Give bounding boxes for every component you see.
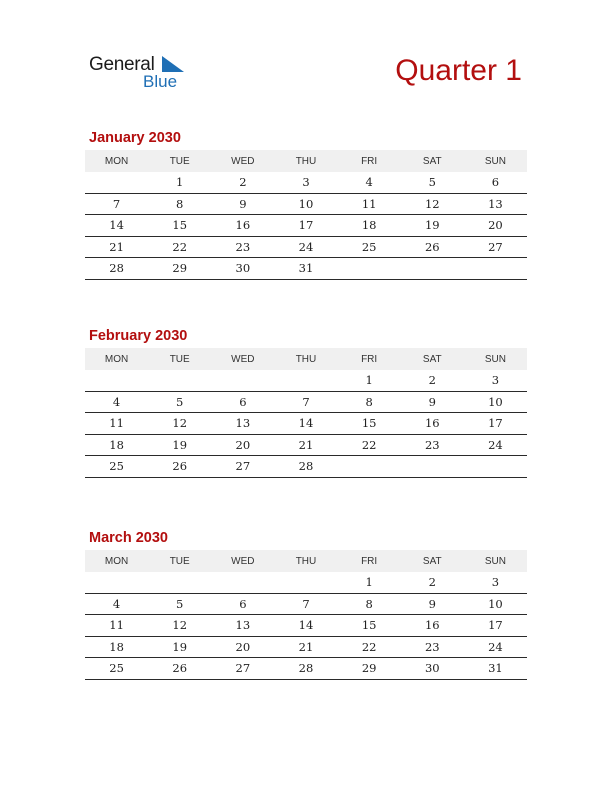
day-cell: 25	[109, 459, 124, 474]
day-cell: 27	[235, 661, 251, 676]
weekday-header	[85, 348, 527, 370]
weekday-header	[85, 550, 527, 572]
day-cell: 17	[488, 416, 503, 431]
day-cell: 1	[365, 575, 373, 590]
day-cell: 21	[298, 639, 314, 654]
day-cell: 13	[235, 618, 251, 633]
day-cell: 20	[235, 639, 251, 654]
day-cell: 19	[424, 218, 440, 233]
day-cell: 9	[428, 394, 436, 409]
day-cell: 3	[491, 575, 500, 590]
day-cell: 29	[361, 661, 377, 676]
week-row	[85, 435, 527, 457]
day-cell: 20	[235, 437, 251, 452]
day-cell: 25	[109, 661, 124, 676]
day-cell: 6	[239, 394, 247, 409]
day-cell: 26	[424, 239, 440, 254]
day-cell: 26	[172, 661, 188, 676]
day-cell: 28	[298, 459, 314, 474]
day-cell: 11	[109, 618, 124, 633]
day-cell: 30	[424, 661, 440, 676]
week-row	[85, 615, 527, 637]
week-row	[85, 413, 527, 435]
day-cell: 2	[239, 175, 247, 190]
weekday-label: WED	[231, 353, 255, 365]
day-cell: 23	[424, 639, 440, 654]
week-row	[85, 194, 527, 216]
day-cell: 27	[235, 459, 251, 474]
day-cell: 22	[361, 639, 377, 654]
day-cell: 23	[235, 239, 251, 254]
month-title: February 2030	[89, 328, 188, 344]
day-cell: 12	[172, 416, 188, 431]
day-cell: 27	[488, 239, 503, 254]
day-cell: 24	[488, 437, 503, 452]
month-calendar	[85, 530, 527, 680]
weekday-label: WED	[231, 155, 255, 167]
weekday-label: MON	[104, 555, 129, 567]
month-calendar	[85, 130, 527, 280]
week-row	[85, 258, 527, 280]
weekday-header	[85, 150, 527, 172]
day-cell: 10	[488, 596, 503, 611]
day-cell: 25	[361, 239, 377, 254]
day-cell: 14	[298, 618, 314, 633]
week-row	[85, 215, 527, 237]
day-cell: 1	[365, 373, 373, 388]
day-cell: 15	[361, 618, 377, 633]
day-cell: 10	[488, 394, 503, 409]
day-cell: 28	[298, 661, 314, 676]
day-cell: 12	[172, 618, 188, 633]
logo	[89, 52, 199, 94]
day-cell: 13	[488, 196, 503, 211]
day-cell: 22	[361, 437, 377, 452]
weekday-label: WED	[231, 555, 255, 567]
weekday-label: MON	[104, 353, 129, 365]
day-cell: 16	[235, 218, 251, 233]
week-row	[85, 392, 527, 414]
day-cell: 1	[176, 175, 184, 190]
day-cell: 16	[424, 416, 440, 431]
weekday-label: SAT	[422, 155, 442, 167]
day-cell: 5	[428, 175, 436, 190]
weekday-label: SUN	[484, 353, 506, 365]
day-cell: 8	[365, 394, 373, 409]
day-cell: 17	[298, 218, 314, 233]
day-cell: 30	[235, 261, 251, 276]
week-row	[85, 370, 527, 392]
day-cell: 31	[488, 661, 503, 676]
weekday-label: SUN	[484, 555, 506, 567]
weekday-label: THU	[295, 555, 317, 567]
day-cell: 9	[239, 196, 247, 211]
day-cell: 3	[302, 175, 310, 190]
weekday-label: SAT	[422, 555, 442, 567]
day-cell: 21	[298, 437, 314, 452]
day-cell: 19	[172, 639, 188, 654]
day-cell: 7	[302, 596, 310, 611]
day-cell: 14	[298, 416, 314, 431]
month-title: January 2030	[89, 130, 181, 146]
weekday-label: THU	[295, 155, 317, 167]
day-cell: 14	[109, 218, 124, 233]
week-row	[85, 237, 527, 259]
day-cell: 4	[112, 596, 121, 611]
day-cell: 3	[491, 373, 500, 388]
page-title: Quarter 1	[395, 54, 522, 87]
weekday-label: FRI	[361, 555, 378, 567]
weekday-label: FRI	[361, 353, 378, 365]
day-cell: 18	[109, 639, 124, 654]
month-calendar	[85, 328, 527, 478]
month-title: March 2030	[89, 530, 168, 546]
day-cell: 28	[109, 261, 124, 276]
logo-text-blue: Blue	[143, 72, 178, 91]
day-cell: 18	[109, 437, 124, 452]
day-cell: 7	[302, 394, 310, 409]
day-cell: 21	[109, 239, 124, 254]
logo-text-general: General	[89, 54, 155, 75]
week-row	[85, 172, 527, 194]
day-cell: 24	[488, 639, 503, 654]
day-cell: 16	[424, 618, 440, 633]
day-cell: 6	[491, 175, 500, 190]
day-cell: 12	[424, 196, 440, 211]
week-row	[85, 572, 527, 594]
day-cell: 29	[172, 261, 188, 276]
weekday-label: THU	[295, 353, 317, 365]
day-cell: 9	[428, 596, 436, 611]
weekday-label: TUE	[169, 353, 190, 365]
day-cell: 19	[172, 437, 188, 452]
day-cell: 24	[298, 239, 314, 254]
day-cell: 5	[176, 394, 184, 409]
day-cell: 15	[361, 416, 377, 431]
day-cell: 13	[235, 416, 251, 431]
day-cell: 22	[172, 239, 188, 254]
day-cell: 26	[172, 459, 188, 474]
weekday-label: FRI	[361, 155, 378, 167]
week-row	[85, 658, 527, 680]
week-row	[85, 594, 527, 616]
day-cell: 2	[428, 373, 436, 388]
day-cell: 20	[488, 218, 503, 233]
day-cell: 11	[109, 416, 124, 431]
logo-triangle-icon	[160, 56, 184, 72]
week-row	[85, 456, 527, 478]
day-cell: 5	[176, 596, 184, 611]
day-cell: 11	[361, 196, 377, 211]
day-cell: 8	[176, 196, 184, 211]
week-row	[85, 637, 527, 659]
day-cell: 31	[298, 261, 314, 276]
day-cell: 6	[239, 596, 247, 611]
day-cell: 17	[488, 618, 503, 633]
day-cell: 4	[112, 394, 121, 409]
day-cell: 2	[428, 575, 436, 590]
weekday-label: TUE	[169, 555, 190, 567]
day-cell: 7	[112, 196, 121, 211]
weekday-label: TUE	[169, 155, 190, 167]
weekday-label: SUN	[484, 155, 506, 167]
weekday-label: SAT	[422, 353, 442, 365]
day-cell: 10	[298, 196, 314, 211]
weekday-label: MON	[104, 155, 129, 167]
day-cell: 23	[424, 437, 440, 452]
day-cell: 18	[361, 218, 377, 233]
day-cell: 4	[365, 175, 373, 190]
day-cell: 15	[172, 218, 188, 233]
day-cell: 8	[365, 596, 373, 611]
